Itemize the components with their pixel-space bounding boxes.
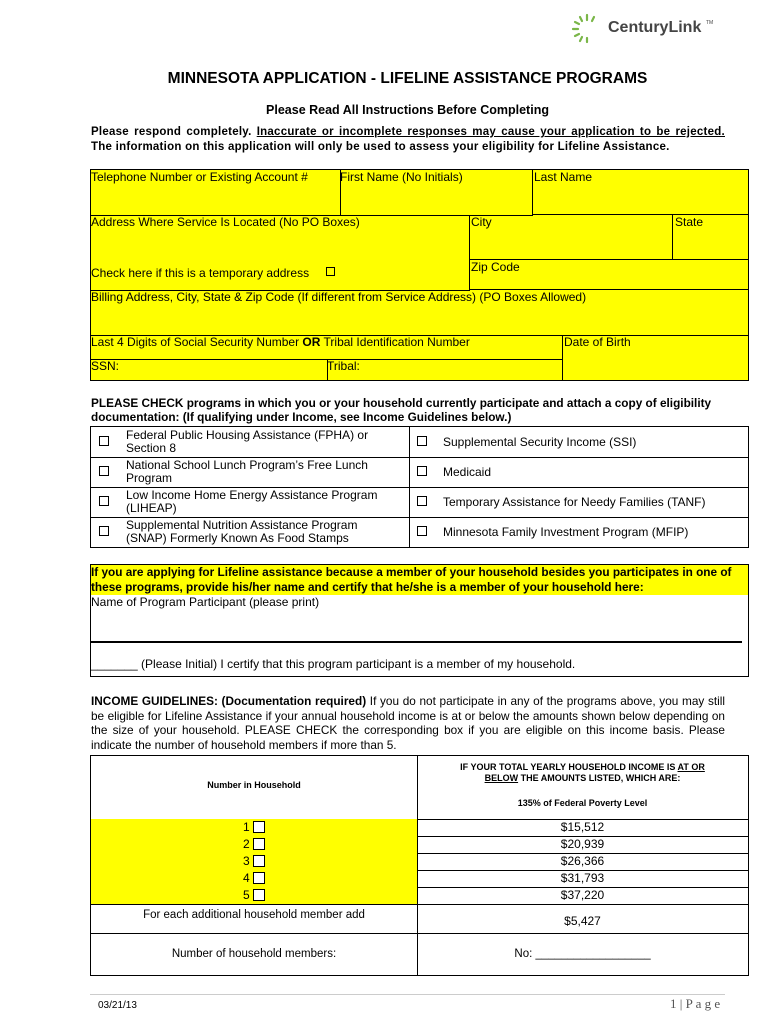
income-table bbox=[90, 755, 749, 976]
logo-text: CenturyLink bbox=[608, 19, 702, 36]
certify-line[interactable]: _______ (Please Initial) I certify that this program participant is a member of my household. bbox=[91, 657, 576, 671]
income-checkbox[interactable] bbox=[253, 838, 265, 850]
household-number-header: Number in Household bbox=[91, 756, 417, 820]
city-field[interactable]: City bbox=[469, 215, 673, 260]
program-liheap: Low Income Home Energy Assistance Program (LIHEAP) bbox=[91, 487, 409, 517]
tribal-field[interactable]: Tribal: bbox=[327, 359, 563, 380]
program-tanf: Temporary Assistance for Needy Families (TANF) bbox=[409, 487, 748, 517]
program-mfip: Minnesota Family Investment Program (MFIP) bbox=[409, 517, 748, 547]
last-name-field[interactable]: Last Name bbox=[532, 170, 748, 215]
temp-address-checkbox[interactable] bbox=[326, 267, 335, 276]
programs-heading: PLEASE CHECK programs in which you or your household currently participate and attach a copy of eligibility documentation: (If qualifying under Income, see Income Guidelines below.) bbox=[91, 396, 712, 424]
program-ssi: Supplemental Security Income (SSI) bbox=[409, 427, 748, 457]
address-field[interactable]: Address Where Service Is Located (No PO Boxes) bbox=[91, 215, 470, 260]
program-school-lunch: National School Lunch Program’s Free Lunch Program bbox=[91, 457, 409, 487]
income-amount-2: $20,939 bbox=[417, 836, 748, 854]
household-row-3: 3 bbox=[91, 853, 417, 871]
program-checkbox[interactable] bbox=[417, 496, 427, 506]
participant-name-field[interactable]: Name of Program Participant (please print) bbox=[91, 595, 742, 643]
program-snap: Supplemental Nutrition Assistance Program (SNAP) Formerly Known As Food Stamps bbox=[91, 517, 409, 547]
ssn-tribal-header: Last 4 Digits of Social Security Number OR Tribal Identification Number bbox=[91, 335, 563, 360]
income-amount-5: $37,220 bbox=[417, 887, 748, 905]
household-section bbox=[90, 564, 749, 677]
intro-text: Please respond completely. Inaccurate or incomplete responses may cause your application to be rejected. The information on this application will only be used to assess your eligibility for Lifeline Assistance. bbox=[91, 126, 725, 153]
program-checkbox[interactable] bbox=[417, 436, 427, 446]
household-row-5: 5 bbox=[91, 887, 417, 905]
program-checkbox[interactable] bbox=[99, 466, 109, 476]
phone-field[interactable]: Telephone Number or Existing Account # bbox=[91, 170, 341, 216]
program-checkbox[interactable] bbox=[417, 466, 427, 476]
footer-date: 03/21/13 bbox=[98, 1000, 137, 1011]
program-checkbox[interactable] bbox=[99, 526, 109, 536]
income-amount-3: $26,366 bbox=[417, 853, 748, 871]
first-name-field[interactable]: First Name (No Initials) bbox=[340, 170, 533, 216]
logo-burst-icon bbox=[570, 12, 604, 44]
page-subtitle: Please Read All Instructions Before Completing bbox=[266, 103, 549, 117]
household-row-1: 1 bbox=[91, 819, 417, 837]
applicant-info-section bbox=[90, 169, 749, 381]
household-row-2: 2 bbox=[91, 836, 417, 854]
income-threshold-header: IF YOUR TOTAL YEARLY HOUSEHOLD INCOME IS AT OR BELOW THE AMOUNTS LISTED, WHICH ARE: 135% of Federal Poverty Level bbox=[417, 756, 748, 820]
income-guidelines-text: INCOME GUIDELINES: (Documentation required) If you do not participate in any of the programs above, you may still be eligible for Lifeline Assistance if your annual household income is at or below the amounts shown below depending on the size of your household. PLEASE CHECK the corresponding box if you are eligible on this income basis. Please indicate the number of household members if more than 5. bbox=[91, 694, 725, 752]
ssn-field[interactable]: SSN: bbox=[91, 359, 328, 380]
income-checkbox[interactable] bbox=[253, 821, 265, 833]
billing-address-field[interactable]: Billing Address, City, State & Zip Code (If different from Service Address) (PO Boxes Allowed) bbox=[91, 290, 748, 336]
zip-field[interactable]: Zip Code bbox=[469, 260, 748, 290]
logo-tm: TM bbox=[706, 20, 714, 26]
additional-member-amount: $5,427 bbox=[417, 904, 748, 934]
household-row-4: 4 bbox=[91, 870, 417, 888]
income-checkbox[interactable] bbox=[253, 872, 265, 884]
temp-address-row: Check here if this is a temporary address bbox=[91, 260, 470, 291]
page-title: MINNESOTA APPLICATION - LIFELINE ASSISTANCE PROGRAMS bbox=[167, 70, 648, 87]
program-fpha: Federal Public Housing Assistance (FPHA) or Section 8 bbox=[91, 427, 409, 457]
program-checkbox[interactable] bbox=[99, 436, 109, 446]
footer-divider bbox=[90, 994, 725, 995]
income-checkbox[interactable] bbox=[253, 889, 265, 901]
state-field[interactable]: State bbox=[673, 215, 748, 260]
income-amount-4: $31,793 bbox=[417, 870, 748, 888]
income-checkbox[interactable] bbox=[253, 855, 265, 867]
programs-table bbox=[90, 426, 749, 548]
household-members-label: Number of household members: bbox=[171, 948, 337, 960]
income-amount-1: $15,512 bbox=[417, 819, 748, 837]
program-checkbox[interactable] bbox=[99, 496, 109, 506]
household-heading: If you are applying for Lifeline assistance because a member of your household besides you participates in one of these programs, provide his/her name and certify that he/she is a member of your household here: bbox=[91, 565, 748, 595]
dob-field[interactable]: Date of Birth bbox=[564, 335, 631, 349]
additional-member-label: For each additional household member add bbox=[91, 904, 417, 934]
footer-page-number: 1 | P a g e bbox=[670, 996, 721, 1011]
program-medicaid: Medicaid bbox=[409, 457, 748, 487]
centurylink-logo bbox=[570, 12, 720, 44]
household-members-input[interactable]: No: __________________ bbox=[514, 948, 651, 960]
program-checkbox[interactable] bbox=[417, 526, 427, 536]
